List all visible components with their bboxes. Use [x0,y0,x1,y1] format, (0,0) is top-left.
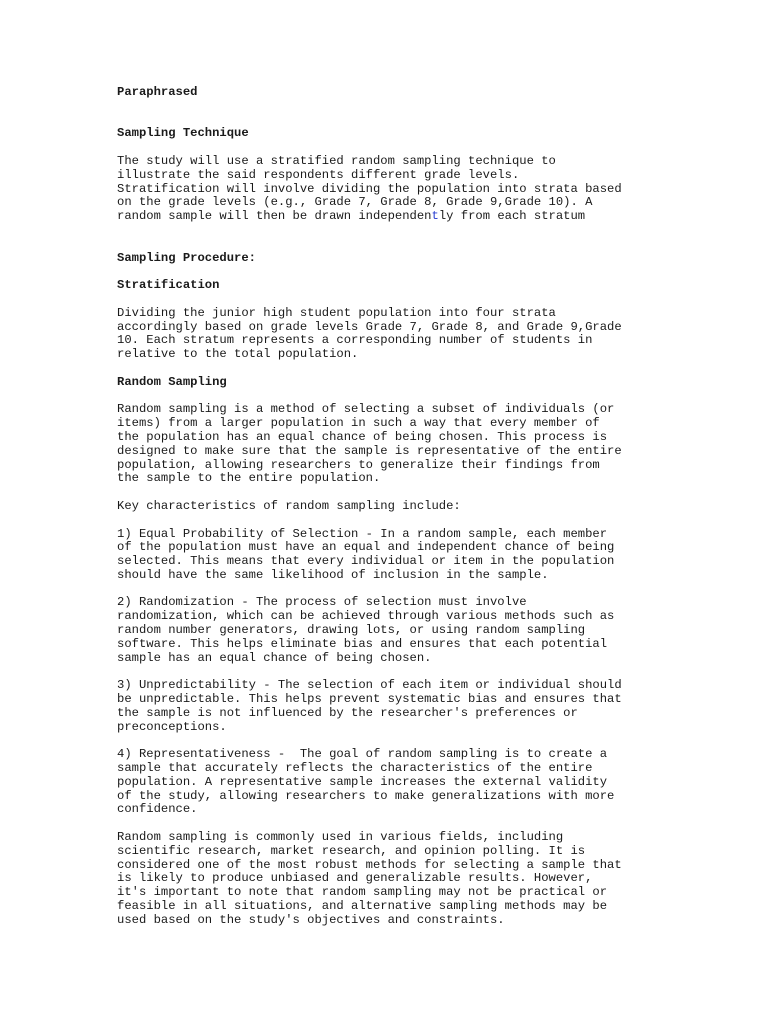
text-line: population, allowing researchers to generalize their findings from [117,457,600,472]
paragraph-closing [117,831,657,928]
spacer [117,486,657,500]
list-item-representativeness [117,748,657,817]
spacer [117,734,657,748]
list-item-randomization [117,596,657,665]
text-line: population. A representative sample increases the external validity [117,774,608,789]
list-item-equal-probability [117,528,657,583]
highlighted-letter: t [431,209,439,224]
text-line: 1) Equal Probability of Selection - In a random sample, each member [117,526,608,541]
paragraph-random-sampling-intro [117,403,657,486]
text-line: The study will use a stratified random sampling technique to [117,153,556,168]
text-line: sample has an equal chance of being chosen. [117,650,432,665]
text-line: the sample is not influenced by the researcher's preferences or [117,705,578,720]
text-line: on the grade levels (e.g., Grade 7, Grade 8, Grade 9,Grade 10). A [117,195,593,210]
spacer [117,390,657,404]
text-line: confidence. [117,802,198,817]
text-line: be unpredictable. This helps prevent systematic bias and ensures that [117,692,622,707]
text-line: items) from a larger population in such a way that every member of [117,416,600,431]
text-line: sample that accurately reflects the characteristics of the entire [117,761,593,776]
spacer [117,224,657,252]
spacer [117,665,657,679]
heading-paraphrased: Paraphrased [117,85,198,99]
text-line: accordingly based on grade levels Grade 7, Grade 8, and Grade 9,Grade [117,319,622,334]
text-line: Dividing the junior high student population into four strata [117,305,556,320]
text-line: 3) Unpredictability - The selection of each item or individual should [117,678,622,693]
text-line: software. This helps eliminate bias and ensures that each potential [117,636,608,651]
text-line: selected. This means that every individual or item in the population [117,554,615,569]
list-item-unpredictability [117,679,657,734]
heading-stratification: Stratification [117,278,220,293]
text-line: of the population must have an equal and independent chance of being [117,540,615,555]
text-line: the population has an equal chance of being chosen. This process is [117,429,608,444]
text-line: Stratification will involve dividing the population into strata based [117,181,622,196]
paragraph-sampling-technique [117,155,657,224]
text-line: random number generators, drawing lots, or using random sampling [117,623,586,638]
text-line: 2) Randomization - The process of selection must involve [117,595,527,610]
heading-random-sampling: Random Sampling [117,374,227,389]
text-line [117,210,657,224]
paragraph-stratification [117,307,657,362]
text-line: 4) Representativeness - The goal of random sampling is to create a [117,747,608,762]
spacer [117,817,657,831]
text-line: the sample to the entire population. [117,471,381,486]
text-line: of the study, allowing researchers to make generalizations with more [117,788,615,803]
text-line: illustrate the said respondents different grade levels. [117,167,520,182]
spacer [117,583,657,597]
text-line: feasible in all situations, and alternative sampling methods may be [117,899,608,914]
spacer [117,293,657,307]
text-line: considered one of the most robust methods for selecting a sample that [117,857,622,872]
text-line: relative to the total population. [117,347,359,362]
text-line: 10. Each stratum represents a corresponding number of students in [117,333,593,348]
key-characteristics-line: Key characteristics of random sampling include: [117,498,461,513]
text-line: randomization, which can be achieved through various methods such as [117,609,615,624]
text-segment: ly from each stratum [438,209,586,224]
text-segment: random sample will then be drawn independen [117,209,432,224]
spacer [117,514,657,528]
text-line: Random sampling is a method of selecting a subset of individuals (or [117,402,615,417]
spacer [117,100,657,128]
text-line: should have the same likelihood of inclusion in the sample. [117,567,549,582]
text-line: used based on the study's objectives and constraints. [117,912,505,927]
document-page [117,86,657,928]
text-line: preconceptions. [117,719,227,734]
heading-sampling-technique: Sampling Technique [117,126,249,141]
text-line: scientific research, market research, and opinion polling. It is [117,843,586,858]
text-line: designed to make sure that the sample is representative of the entire [117,443,622,458]
spacer [117,265,657,279]
text-line: is likely to produce unbiased and generalizable results. However, [117,871,593,886]
spacer [117,141,657,155]
heading-sampling-procedure: Sampling Procedure: [117,250,256,265]
spacer [117,362,657,376]
text-line: it's important to note that random sampling may not be practical or [117,885,608,900]
text-line: Random sampling is commonly used in various fields, including [117,830,564,845]
